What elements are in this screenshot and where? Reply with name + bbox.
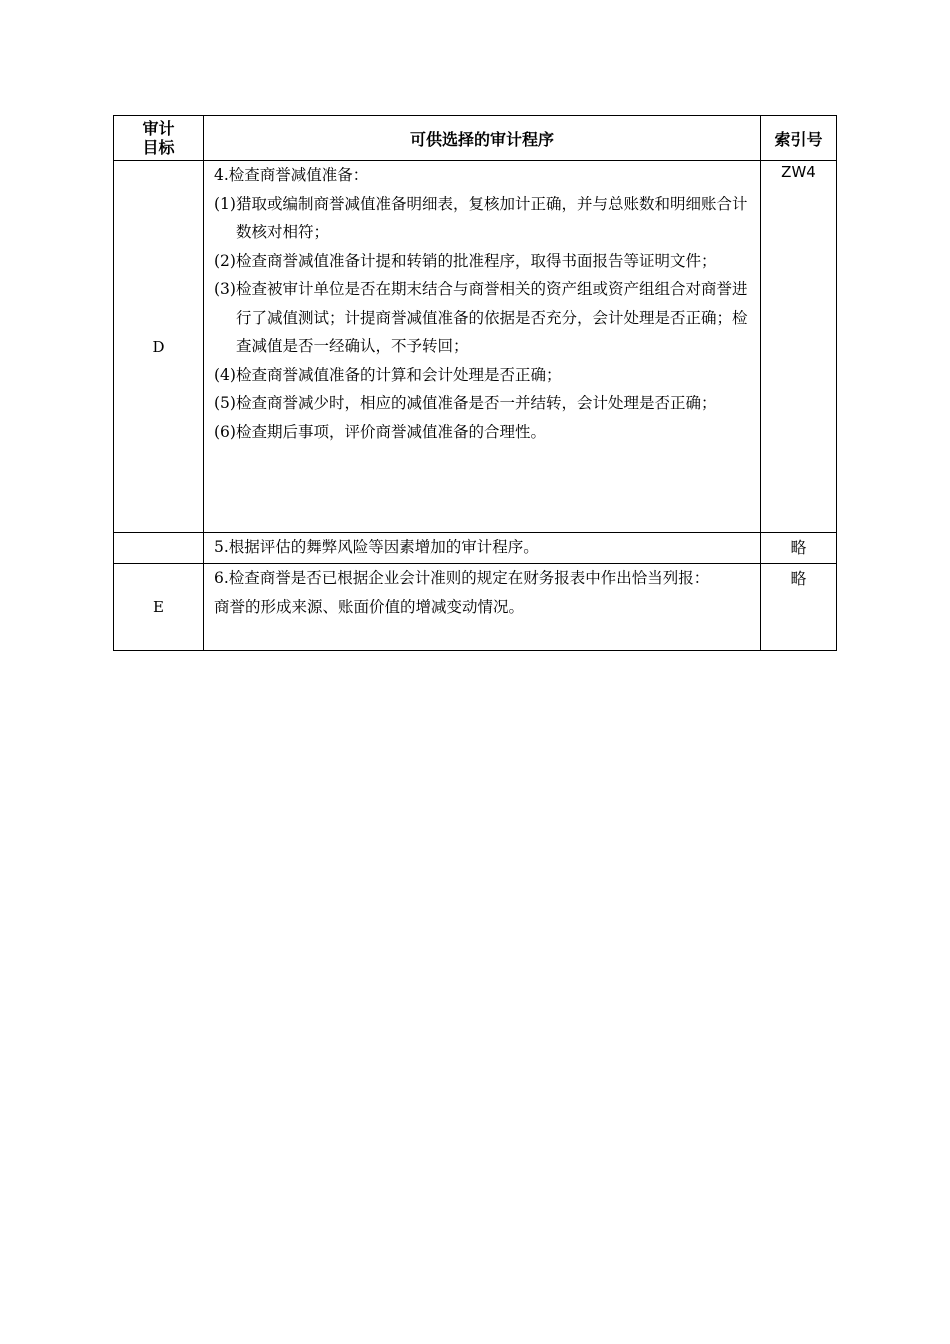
table-header-row (114, 116, 837, 161)
index-cell: 略 (761, 564, 837, 651)
objective-cell (114, 533, 204, 564)
table-row (114, 564, 837, 651)
audit-procedures-table (113, 115, 837, 651)
procedure-detail: 商誉的形成来源、账面价值的增减变动情况。 (214, 597, 525, 616)
objective-cell: E (114, 564, 204, 651)
procedure-step: 5.根据评估的舞弊风险等因素增加的审计程序。 (214, 538, 539, 556)
objective-header-line1: 审计 (142, 119, 175, 138)
procedure-cell (204, 564, 761, 651)
procedure-item: (2)检查商誉减值准备计提和转销的批准程序，取得书面报告等证明文件； (214, 251, 717, 270)
index-cell: ZW4 (761, 161, 837, 533)
table-row (114, 533, 837, 564)
index-cell: 略 (761, 533, 837, 564)
procedure-item: (1)猎取或编制商誉减值准备明细表，复核加计正确，并与总账数和明细账合计数核对相符； (214, 194, 748, 241)
objective-cell: D (114, 161, 204, 533)
procedure-cell (204, 533, 761, 564)
procedure-item: (6)检查期后事项，评价商誉减值准备的合理性。 (214, 422, 546, 441)
objective-header-line2: 目标 (142, 138, 175, 157)
objective-header (114, 116, 204, 161)
procedure-step: 4.检查商誉减值准备： (214, 166, 369, 184)
procedures-header: 可供选择的审计程序 (204, 116, 761, 161)
procedure-step: 6.检查商誉是否已根据企业会计准则的规定在财务报表中作出恰当列报： (214, 569, 710, 587)
table-row (114, 161, 837, 533)
procedure-cell (204, 161, 761, 533)
procedure-item: (4)检查商誉减值准备的计算和会计处理是否正确； (214, 365, 562, 384)
procedure-item: (3)检查被审计单位是否在期末结合与商誉相关的资产组或资产组组合对商誉进行了减值测试；计提商誉减值准备的依据是否充分，会计处理是否正确；检查减值是否一经确认，不予转回； (214, 280, 748, 355)
procedure-item: (5)检查商誉减少时，相应的减值准备是否一并结转，会计处理是否正确； (214, 394, 717, 412)
index-header: 索引号 (761, 116, 837, 161)
